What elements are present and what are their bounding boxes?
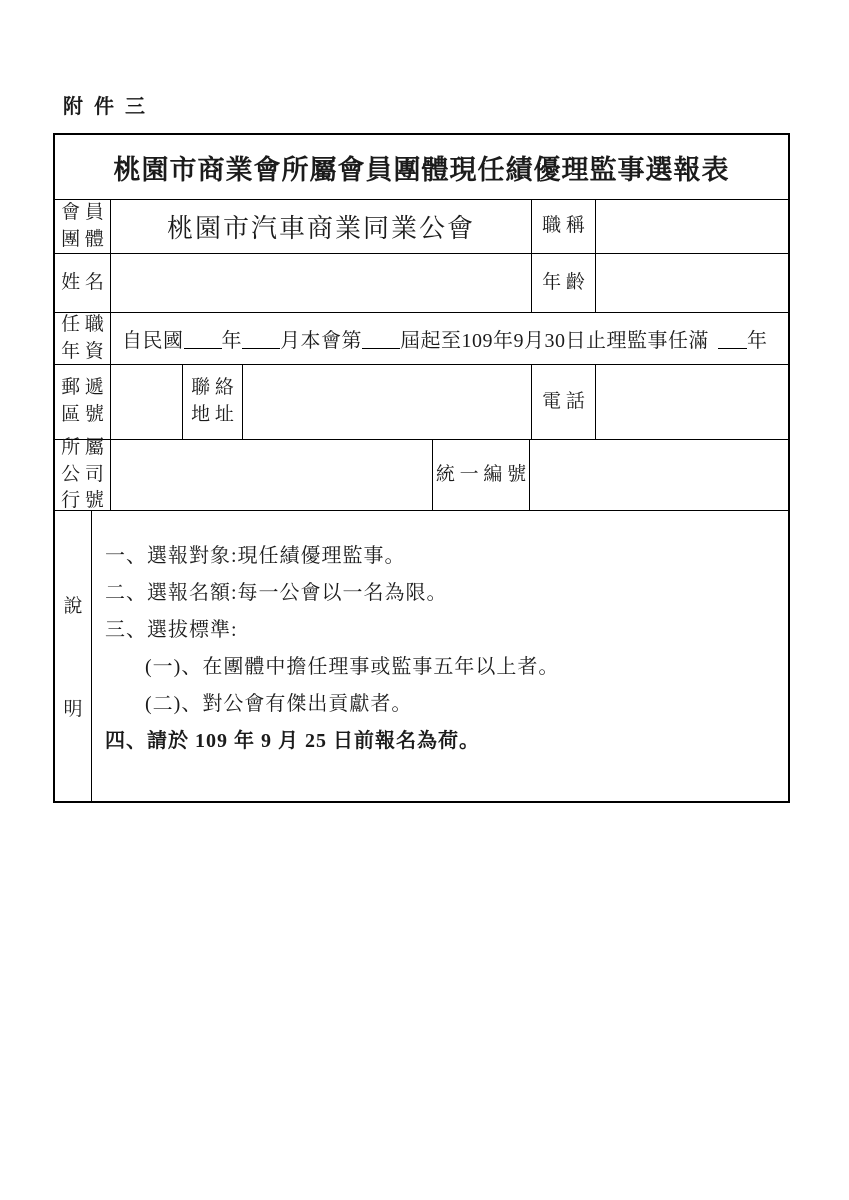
title-row: [55, 135, 788, 200]
tenure-sentence: 自民國 年 月本會第 屆起至109年9月30日止理監事任滿 年: [122, 330, 768, 352]
job-title-value-cell: [596, 200, 788, 253]
nomination-form-table: [53, 133, 790, 803]
note-item-4: 四、請於 109 年 9 月 25 日前報名為荷。: [105, 730, 480, 752]
blank-underline-year: [184, 328, 222, 349]
blank-underline-term: [362, 328, 400, 349]
contact-address-label: 聯 絡 地 址: [183, 365, 243, 439]
tax-id-label: 統 一 編 號: [433, 440, 530, 510]
form-title: 桃園市商業會所屬會員團體現任績優理監事選報表: [113, 154, 730, 185]
company-label: 所 屬 公 司 行 號: [55, 440, 111, 510]
contact-address-value-cell: [243, 365, 532, 439]
note-item-1: 一、選報對象:現任績優理監事。: [105, 545, 406, 567]
name-row: [55, 254, 788, 313]
notes-label: 說 明: [55, 511, 92, 801]
note-item-3-2: (二)、對公會有傑出貢獻者。: [145, 693, 413, 715]
company-value-cell: [111, 440, 433, 510]
note-item-3-1: (一)、在團體中擔任理事或監事五年以上者。: [145, 656, 560, 678]
age-value-cell: [596, 254, 788, 312]
attachment-label: 附 件 三: [63, 96, 148, 118]
phone-value-cell: [596, 365, 788, 439]
age-label: 年 齡: [532, 254, 596, 312]
name-value-cell: [111, 254, 532, 312]
blank-underline-month: [242, 328, 280, 349]
phone-label: 電 話: [532, 365, 596, 439]
zip-code-label: 郵 遞 區 號: [55, 365, 111, 439]
job-title-label: 職 稱: [532, 200, 596, 253]
tax-id-value-cell: [530, 440, 788, 510]
zip-code-value-cell: [111, 365, 183, 439]
company-row: [55, 436, 788, 512]
name-label: 姓 名: [55, 254, 111, 312]
member-group-row: [55, 200, 788, 254]
blank-underline-years-served: [718, 328, 747, 349]
notes-content: [92, 511, 788, 801]
tenure-label: 任 職 年 資: [55, 313, 111, 364]
note-item-3: 三、選拔標準:: [105, 619, 238, 641]
member-group-value: 桃園市汽車商業同業公會: [111, 200, 532, 253]
tenure-row: [55, 313, 788, 365]
notes-row: [55, 511, 788, 801]
note-item-2: 二、選報名額:每一公會以一名為限。: [105, 582, 448, 604]
address-row: [55, 365, 788, 440]
member-group-label: 會 員 團 體: [55, 200, 111, 253]
